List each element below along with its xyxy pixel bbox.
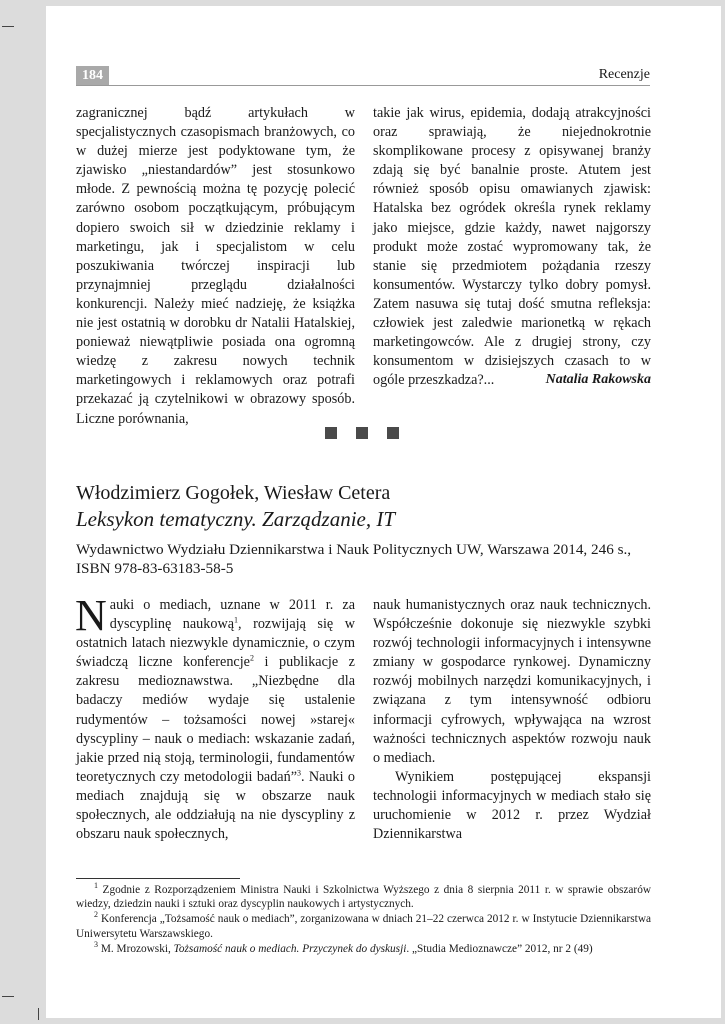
crop-mark [2,26,14,27]
separator-square [356,427,368,439]
paragraph: zagranicznej bądź artykułach w specjalistycznych czasopismach branżowych, co w dużej mierze jest podyktowane tym, że zjawisko „niestandardów” jest stosunkowo młode. Z pewnością można tę pozycję polecić zarówno osobom początkującym, próbującym dopiero swoich sił w dziedzinie reklamy i marketingu, jak i specjalistom w celu poszukiwania twórczej inspiracji lub przynajmniej przeglądu działalności konkurencji. Należy mieć nadzieję, że książka nie jest ostatnią w dorobku dr Natalii Hatalskiej, ponieważ niewątpliwie posiada ona ogromną wiedzę z zakresu nowych technik marketingowych i reklamowych oraz potrafi przekazać ją czytelnikowi w obrazowy sposób. Liczne porównania, [76,105,355,427]
footnote: $^1$ Zgodnie z Rozporządzeniem Ministra Nauki i Szkolnictwa Wyższego z dnia 8 sierpnia 2011 r. w sprawie obszarów wiedzy, dziedzin nauki i sztuki oraz dyscyplin naukowych i artystycznych. [76,881,651,911]
footnote-rule [76,878,240,879]
header-rule [76,85,650,86]
review-column-left [75,591,355,844]
drop-cap: N [75,591,107,640]
book-authors: Włodzimierz Gogołek, Wiesław Cetera [76,482,391,504]
reviewer-signature: Natalia Rakowska [545,372,651,387]
review-end-column-left [76,104,355,429]
review-end-column-right [373,104,651,390]
footnotes [76,883,651,957]
separator-square [325,427,337,439]
review-column-right [373,596,651,844]
footnote-ref: 2 [249,653,254,663]
crop-mark [2,996,14,997]
paragraph: Wynikiem postępującej ekspansji technologii informacyjnych w mediach stało się uruchomienie w 2012 r. przez Wydział Dziennikarstwa [373,768,651,843]
footnote: $^2$ Konferencja „Tożsamość nauk o mediach”, zorganizowana w dniach 21–22 czerwca 2012 r. w Instytucie Dziennikarstwa Uniwersytetu Warszawskiego. [76,910,651,940]
cited-title: Tożsamość nauk o mediach. Przyczynek do dyskusji [173,942,407,955]
book-title: Leksykon tematyczny. Zarządzanie, IT [76,507,396,531]
book-publication-info: Wydawnictwo Wydziału Dziennikarstwa i Nauk Politycznych UW, Warszawa 2014, 246 s., ISBN 978-83-63183-58-5 [76,541,632,577]
crop-mark [38,1008,39,1020]
paragraph: Nauki o mediach, uznane w 2011 r. za dyscyplinę naukową$^1$, rozwijają się w ostatnich latach niezwykle dynamicznie, o czym świadczą liczne konferencje$^2$ i publikacje z zakresu medioznawstwa. „Niezbędne dla badaczy mediów wydaje się ustalenie rudymentów – tożsamości nowej »starej« dyscypliny – nauk o mediach: wskazanie zadań, jakie przed nią stoją, terminologii, fundamentów teoretycznych czy metodologii badań”$^3$. Nauki o mediach znajdują się w obszarze nauk społecznych, ale oddziałują na nie dyscypliny z obszaru nauk społecznych, [75,591,355,843]
section-separator [325,427,400,439]
running-head: Recenzje [598,67,650,82]
paragraph: takie jak wirus, epidemia, dodają atrakcyjności oraz sprawiają, że niejednokrotnie skomplikowane procesy z opisywanej branży zdają się być banalnie proste. Atutem jest również sposób opisu omawianych zjawisk: Hatalska bez ogródek określa rynek reklamy jako miejsce, gdzie każdy, nawet najgorszy produkt może zostać wypromowany tak, że stanie się przedmiotem pożądania rzeszy konsumentów. Wystarczy tylko dobry pomysł. Zatem nasuwa się tutaj dość smutna refleksja: człowiek jest zaledwie marionetką w rękach marketingowców. Ale z drugiej strony, czy konsumentom w dzisiejszych czasach to w ogóle przeszkadza?... [373,105,651,389]
paragraph: nauk humanistycznych oraz nauk technicznych. Współcześnie dokonuje się niezwykle szybki rozwój technologii informacyjnych i intensywne zmiany w gospodarce rynkowej. Dynamiczny rozwój mobilnych narzędzi komunikacyjnych, i związana z tym intensywność odbioru informacji cyfrowych, wpływająca na wzrost ważności technicznych aspektów rozwoju nauk o mediach. [373,597,651,766]
footnote: $^3$ M. Mrozowski, Tożsamość nauk o mediach. Przyczynek do dyskusji. „Studia Medioznawcze” 2012, nr 2 (49) [94,940,593,955]
footnote-ref: 3 [297,768,301,778]
page-number: 184 [76,66,109,85]
footnote-ref: 1 [234,615,239,625]
separator-square [387,427,399,439]
